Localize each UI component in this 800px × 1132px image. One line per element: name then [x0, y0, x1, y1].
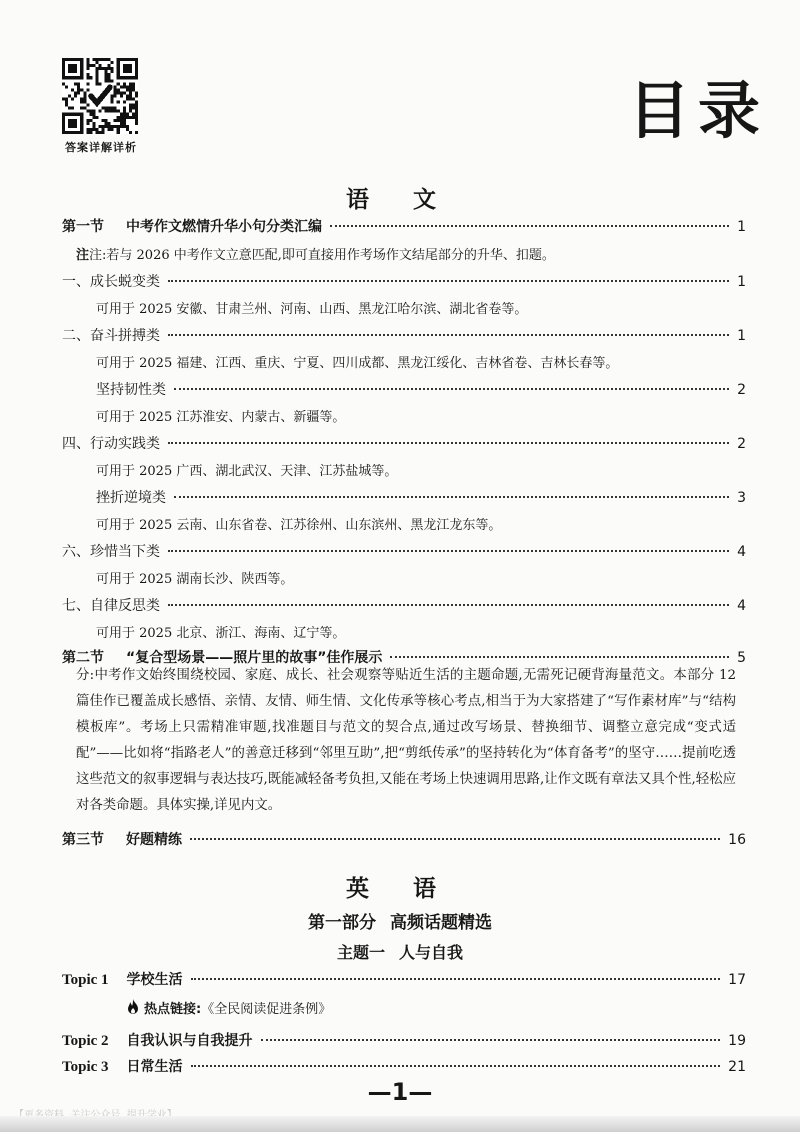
toc-topic-3[interactable] — [62, 1056, 746, 1076]
leader-dots — [390, 656, 729, 658]
category-usage: 可用于 2025 云南、山东省卷、江苏徐州、山东滨州、黑龙江龙东等。 — [96, 518, 502, 533]
toc-section-1[interactable] — [62, 216, 746, 236]
toc-section-3[interactable] — [62, 829, 746, 849]
qr-code — [62, 58, 138, 134]
leader-dots — [330, 225, 729, 227]
page-footer-number: —1— — [367, 1078, 433, 1106]
toc-category-4[interactable] — [62, 433, 746, 453]
toc-category-6[interactable] — [62, 541, 746, 561]
topic-title: 日常生活 — [126, 1059, 183, 1075]
category-usage: 可用于 2025 福建、江西、重庆、宁夏、四川成都、黑龙江绥化、吉林省卷、吉林长春等。 — [96, 356, 619, 371]
category-title: 七、自律反思类 — [62, 598, 160, 614]
leader-dots — [168, 334, 729, 336]
section-1-note: 注注:若与 2026 中考作文立意匹配,即可直接用作考场作文结尾部分的升华、扣题。 — [76, 248, 555, 263]
hot-link-label: 热点链接: — [144, 1002, 202, 1017]
toc-category-5[interactable] — [96, 487, 746, 507]
leader-dots — [261, 1039, 721, 1041]
toc-category-1[interactable] — [62, 271, 746, 291]
toc-topic-2[interactable] — [62, 1030, 746, 1050]
topic-label: Topic 3 — [62, 1059, 109, 1075]
page-number: 2 — [737, 436, 746, 452]
scan-edge-shadow — [0, 1116, 800, 1132]
part-heading — [0, 908, 800, 933]
category-title: 坚持韧性类 — [96, 382, 166, 398]
category-usage: 可用于 2025 湖南长沙、陕西等。 — [96, 572, 294, 587]
page-number: 5 — [737, 650, 746, 666]
leader-dots — [191, 1065, 721, 1067]
part-title: 高频话题精选 — [390, 913, 492, 933]
toc-category-2[interactable] — [62, 325, 746, 345]
leader-dots — [191, 978, 721, 980]
part-label: 第一部分 — [308, 913, 376, 933]
leader-dots — [168, 442, 729, 444]
leader-dots — [174, 496, 729, 498]
hot-link-text: 《全民阅读促进条例》 — [201, 1002, 332, 1017]
page-number: 2 — [737, 382, 746, 398]
page-number: 4 — [737, 598, 746, 614]
page-number: 4 — [737, 544, 746, 560]
leader-dots — [190, 838, 720, 840]
category-title: 挫折逆境类 — [96, 490, 166, 506]
page-number: 17 — [728, 972, 746, 988]
page-number: 21 — [728, 1059, 746, 1075]
topic-title: 自我认识与自我提升 — [126, 1033, 253, 1049]
category-usage: 可用于 2025 安徽、甘肃兰州、河南、山西、黑龙江哈尔滨、湖北省卷等。 — [96, 302, 528, 317]
leader-dots — [174, 388, 729, 390]
theme-label: 主题一 — [336, 943, 385, 962]
hot-link[interactable] — [126, 998, 331, 1017]
page-number: 16 — [728, 832, 746, 848]
topic-label: Topic 2 — [62, 1033, 109, 1049]
leader-dots — [168, 280, 729, 282]
page-title: 目录 — [628, 74, 769, 147]
category-title: 二、奋斗拼搏类 — [62, 328, 160, 344]
page-number: 19 — [728, 1033, 746, 1049]
page-number: 1 — [737, 274, 746, 290]
page-number: 1 — [737, 219, 746, 235]
subject-english: 英 语 — [345, 876, 454, 902]
category-usage: 可用于 2025 江苏淮安、内蒙古、新疆等。 — [96, 410, 346, 425]
category-title: 一、成长蜕变类 — [62, 274, 160, 290]
theme-title: 人与自我 — [399, 943, 464, 962]
section-title: 好题精练 — [126, 832, 182, 848]
page-number: 3 — [737, 490, 746, 506]
page-number: 1 — [737, 328, 746, 344]
subject-chinese: 语 文 — [345, 187, 454, 213]
section-label: 第二节 — [62, 650, 104, 666]
section-label: 第一节 — [62, 219, 104, 235]
leader-dots — [168, 550, 729, 552]
toc-category-7[interactable] — [62, 595, 746, 615]
category-title: 四、行动实践类 — [62, 436, 160, 452]
toc-category-3[interactable] — [96, 379, 746, 399]
category-title: 六、珍惜当下类 — [62, 544, 160, 560]
section-2-description: 分:中考作文始终围绕校园、家庭、成长、社会观察等贴近生活的主题命题,无需死记硬背海量范文。本部分 12 篇佳作已覆盖成长感悟、亲情、友情、师生情、文化传承等核心考点,相当于为大家搭建了“写作素材库”与“结构模板库”。考场上只需精准审题,找准题目与范文的契合点,通过改写场景、替换细节、调整立意完成“变式适配”——比如将“指路老人”的善意迁移到“邻里互助”,把“剪纸传承”的坚持转化为“体育备考”的坚守……提前吃透这些范文的叙事逻辑与表达技巧,既能减轻备考负担,又能在考场上快速调用思路,让作文既有章法又具个性,轻松应对各类命题。具体实操,详见内文。 — [76, 668, 736, 813]
theme-heading — [0, 940, 800, 963]
leader-dots — [168, 604, 729, 606]
category-usage: 可用于 2025 北京、浙江、海南、辽宁等。 — [96, 626, 346, 641]
topic-title: 学校生活 — [126, 972, 183, 988]
fire-icon — [126, 999, 140, 1015]
section-label: 第三节 — [62, 832, 104, 848]
section-title: 中考作文燃情升华小句分类汇编 — [126, 219, 322, 235]
qr-caption: 答案详解详析 — [65, 141, 137, 154]
section-title: “复合型场景——照片里的故事”佳作展示 — [126, 650, 383, 666]
category-usage: 可用于 2025 广西、湖北武汉、天津、江苏盐城等。 — [96, 464, 398, 479]
toc-topic-1[interactable] — [62, 969, 746, 989]
topic-label: Topic 1 — [62, 972, 109, 988]
